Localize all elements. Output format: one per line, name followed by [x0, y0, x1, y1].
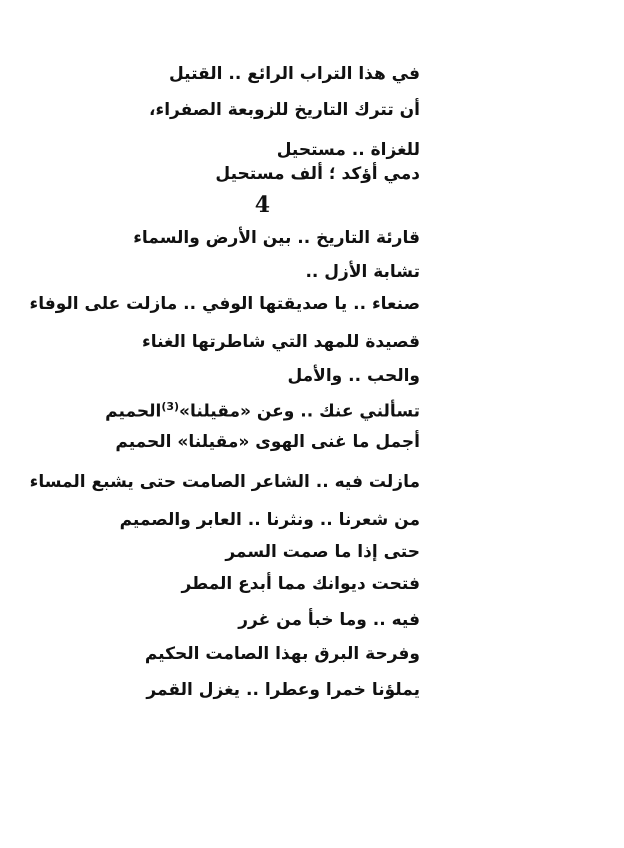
poem-line: وفرحة البرق بهذا الصامت الحكيم — [144, 644, 420, 664]
poem-line: فتحت ديوانك مما أبدع المطر — [181, 574, 420, 594]
poem-line-text: تسألني عنك .. وعن «مقيلنا» — [179, 401, 420, 422]
poem-line: من شعرنا .. ونثرنا .. العابر والصميم — [119, 510, 420, 530]
poem-line: حتى إذا ما صمت السمر — [225, 542, 420, 562]
section-number: 4 — [254, 192, 270, 218]
poem-line: أجمل ما غنى الهوى «مقيلنا» الحميم — [115, 432, 420, 452]
poem-line: أن تترك التاريخ للزوبعة الصفراء، — [149, 100, 420, 120]
poem-line: دمي أؤكد ؛ ألف مستحيل — [215, 164, 420, 184]
poem-line: صنعاء .. يا صديقتها الوفي .. مازلت على الوفاء — [29, 294, 420, 314]
footnote-marker: (3) — [161, 400, 180, 413]
footnote-word: الحميم — [105, 401, 162, 422]
poem-line: يملؤنا خمرا وعطرا .. يغزل القمر — [146, 680, 420, 700]
poem-line: للغزاة .. مستحيل — [276, 140, 420, 160]
poem-line: قارئة التاريخ .. بين الأرض والسماء — [133, 228, 420, 248]
poem-line: فيه .. وما خبأ من غرر — [238, 610, 420, 630]
poem-line: قصيدة للمهد التي شاطرتها الغناء — [142, 332, 420, 352]
poem-line: في هذا التراب الرائع .. القتيل — [168, 64, 420, 84]
poem-line: والحب .. والأمل — [287, 366, 420, 386]
poem-line-with-footnote — [105, 396, 420, 422]
poem-line: مازلت فيه .. الشاعر الصامت حتى يشبع المساء — [29, 472, 420, 492]
poem-line: تشابة الأزل .. — [305, 262, 420, 282]
